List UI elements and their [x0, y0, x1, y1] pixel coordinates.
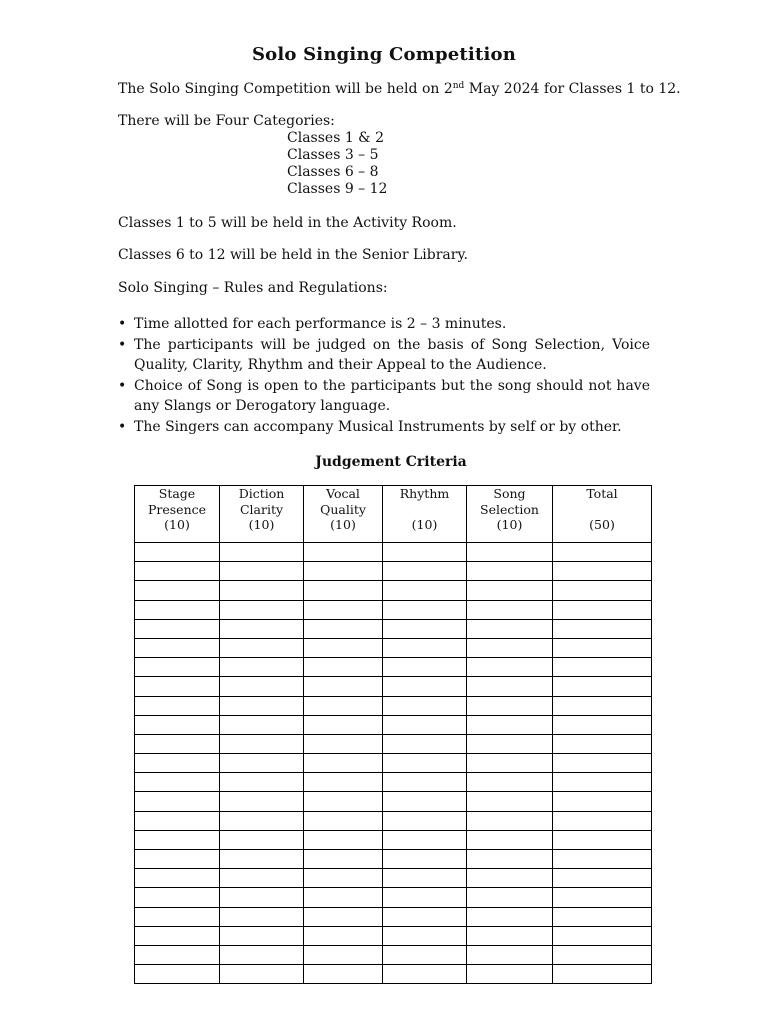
- table-row: [135, 869, 652, 888]
- judgement-criteria-table: [134, 485, 652, 984]
- venue-junior: Classes 1 to 5 will be held in the Activity Room.: [118, 215, 457, 231]
- score-cell: [220, 696, 304, 715]
- column-header-rhythm: [383, 486, 467, 543]
- score-cell: [220, 926, 304, 945]
- score-cell: [304, 543, 383, 562]
- header-marks: (10): [164, 517, 190, 532]
- score-cell: [467, 850, 553, 869]
- score-cell: [553, 658, 652, 677]
- score-cell: [220, 945, 304, 964]
- column-header-diction-clarity: [220, 486, 304, 543]
- rule-item: [118, 314, 650, 334]
- score-cell: [553, 696, 652, 715]
- category-item: Classes 3 – 5: [287, 147, 379, 163]
- table-row: [135, 696, 652, 715]
- score-cell: [467, 581, 553, 600]
- score-cell: [383, 734, 467, 753]
- score-cell: [135, 965, 220, 984]
- score-cell: [135, 734, 220, 753]
- table-row: [135, 600, 652, 619]
- header-marks: (10): [411, 517, 438, 532]
- score-cell: [553, 638, 652, 657]
- score-cell: [383, 965, 467, 984]
- score-cell: [467, 907, 553, 926]
- header-line: Rhythm: [399, 486, 450, 501]
- rule-text: Choice of Song is open to the participants but the song should not have any Slangs or Derogatory language.: [134, 378, 650, 414]
- page-title: Solo Singing Competition: [251, 44, 517, 65]
- rule-text: The Singers can accompany Musical Instruments by self or by other.: [134, 419, 622, 435]
- score-cell: [383, 850, 467, 869]
- score-cell: [383, 715, 467, 734]
- score-cell: [220, 792, 304, 811]
- table-body: [135, 543, 652, 984]
- score-cell: [467, 658, 553, 677]
- score-cell: [135, 811, 220, 830]
- table-row: [135, 638, 652, 657]
- score-cell: [553, 773, 652, 792]
- date-ordinal-suffix: nd: [452, 81, 465, 91]
- rule-item: [118, 376, 650, 416]
- score-cell: [220, 734, 304, 753]
- score-cell: [467, 600, 553, 619]
- header-line: Song: [493, 486, 526, 501]
- table-row: [135, 792, 652, 811]
- score-cell: [304, 696, 383, 715]
- score-cell: [220, 869, 304, 888]
- table-row: [135, 830, 652, 849]
- table-row: [135, 773, 652, 792]
- score-cell: [304, 562, 383, 581]
- rule-item: [118, 417, 650, 437]
- score-cell: [467, 945, 553, 964]
- score-cell: [135, 658, 220, 677]
- category-item: Classes 9 – 12: [287, 181, 388, 197]
- score-cell: [135, 869, 220, 888]
- score-cell: [467, 715, 553, 734]
- header-marks: (10): [330, 517, 356, 532]
- score-cell: [135, 888, 220, 907]
- header-marks: (10): [248, 517, 275, 532]
- category-list: [287, 130, 387, 198]
- score-cell: [304, 965, 383, 984]
- score-cell: [135, 830, 220, 849]
- score-cell: [383, 811, 467, 830]
- score-cell: [467, 619, 553, 638]
- table-row: [135, 850, 652, 869]
- score-cell: [383, 581, 467, 600]
- score-cell: [467, 830, 553, 849]
- score-cell: [304, 926, 383, 945]
- score-cell: [553, 600, 652, 619]
- score-cell: [135, 945, 220, 964]
- column-header-stage-presence: [135, 486, 220, 543]
- rule-text: The participants will be judged on the basis of Song Selection, Voice Quality, Clarity, Rhythm and their Appeal to the Audience.: [134, 337, 650, 373]
- score-cell: [553, 562, 652, 581]
- score-cell: [553, 543, 652, 562]
- score-cell: [553, 715, 652, 734]
- score-cell: [220, 773, 304, 792]
- score-cell: [135, 850, 220, 869]
- score-cell: [553, 965, 652, 984]
- table-row: [135, 562, 652, 581]
- score-cell: [467, 811, 553, 830]
- rule-text: Time allotted for each performance is 2 – 3 minutes.: [134, 316, 507, 332]
- score-cell: [304, 945, 383, 964]
- score-cell: [383, 754, 467, 773]
- score-cell: [383, 696, 467, 715]
- score-cell: [383, 888, 467, 907]
- header-marks: (10): [496, 517, 523, 532]
- score-cell: [135, 600, 220, 619]
- score-cell: [220, 888, 304, 907]
- score-cell: [220, 581, 304, 600]
- score-cell: [220, 830, 304, 849]
- score-cell: [135, 619, 220, 638]
- table-row: [135, 907, 652, 926]
- score-cell: [553, 830, 652, 849]
- table-row: [135, 677, 652, 696]
- score-cell: [135, 581, 220, 600]
- score-cell: [135, 543, 220, 562]
- score-cell: [383, 792, 467, 811]
- score-cell: [553, 926, 652, 945]
- score-cell: [383, 773, 467, 792]
- score-cell: [220, 562, 304, 581]
- column-header-vocal-quality: [304, 486, 383, 543]
- score-cell: [553, 869, 652, 888]
- bullet-icon: •: [118, 419, 127, 435]
- score-cell: [304, 581, 383, 600]
- column-header-song-selection: [467, 486, 553, 543]
- score-cell: [304, 600, 383, 619]
- score-cell: [220, 811, 304, 830]
- score-cell: [304, 773, 383, 792]
- table-header-row: [135, 486, 652, 543]
- score-cell: [220, 658, 304, 677]
- header-line: [553, 502, 651, 518]
- score-cell: [383, 600, 467, 619]
- score-cell: [553, 850, 652, 869]
- score-cell: [467, 638, 553, 657]
- score-cell: [467, 926, 553, 945]
- category-item: Classes 1 & 2: [287, 130, 385, 146]
- score-cell: [220, 677, 304, 696]
- header-line: Total: [586, 486, 618, 501]
- score-cell: [135, 926, 220, 945]
- score-cell: [553, 907, 652, 926]
- score-cell: [135, 715, 220, 734]
- score-cell: [383, 907, 467, 926]
- score-cell: [304, 734, 383, 753]
- table-row: [135, 888, 652, 907]
- rules-list: [118, 314, 650, 438]
- score-cell: [304, 888, 383, 907]
- score-cell: [220, 600, 304, 619]
- score-cell: [383, 619, 467, 638]
- rule-item: [118, 335, 650, 375]
- score-cell: [553, 792, 652, 811]
- score-cell: [467, 562, 553, 581]
- intro-paragraph: [118, 81, 681, 98]
- score-cell: [383, 945, 467, 964]
- score-cell: [383, 677, 467, 696]
- bullet-icon: •: [118, 316, 127, 332]
- header-line: Diction: [238, 486, 285, 501]
- header-marks: (50): [589, 517, 615, 532]
- table-row: [135, 754, 652, 773]
- header-line: Presence: [147, 501, 207, 517]
- table-row: [135, 945, 652, 964]
- score-cell: [467, 869, 553, 888]
- table-row: [135, 543, 652, 562]
- score-cell: [383, 830, 467, 849]
- header-line: Vocal: [326, 486, 360, 501]
- score-cell: [383, 543, 467, 562]
- table-row: [135, 965, 652, 984]
- score-cell: [553, 581, 652, 600]
- score-cell: [467, 677, 553, 696]
- score-cell: [220, 754, 304, 773]
- score-cell: [220, 965, 304, 984]
- bullet-icon: •: [118, 378, 127, 394]
- score-cell: [304, 830, 383, 849]
- table-row: [135, 734, 652, 753]
- table-row: [135, 658, 652, 677]
- score-cell: [220, 850, 304, 869]
- score-cell: [467, 965, 553, 984]
- score-cell: [553, 888, 652, 907]
- score-cell: [553, 619, 652, 638]
- header-line: Selection: [480, 501, 539, 517]
- score-cell: [304, 907, 383, 926]
- score-cell: [383, 638, 467, 657]
- score-cell: [135, 754, 220, 773]
- score-cell: [383, 869, 467, 888]
- bullet-icon: •: [118, 337, 127, 353]
- score-cell: [220, 638, 304, 657]
- criteria-heading: Judgement Criteria: [315, 454, 467, 470]
- score-cell: [304, 811, 383, 830]
- score-cell: [304, 869, 383, 888]
- score-cell: [467, 734, 553, 753]
- score-cell: [304, 619, 383, 638]
- category-item: Classes 6 – 8: [287, 164, 379, 180]
- score-cell: [304, 850, 383, 869]
- score-cell: [304, 754, 383, 773]
- header-line: Stage: [158, 486, 196, 501]
- column-header-total: [553, 486, 652, 543]
- score-cell: [467, 754, 553, 773]
- table-row: [135, 619, 652, 638]
- score-cell: [383, 562, 467, 581]
- score-cell: [304, 715, 383, 734]
- score-cell: [383, 926, 467, 945]
- table-row: [135, 581, 652, 600]
- intro-text-after: May 2024 for Classes 1 to 12.: [464, 81, 681, 97]
- header-line: [383, 502, 466, 518]
- score-cell: [304, 677, 383, 696]
- score-cell: [467, 696, 553, 715]
- score-cell: [135, 792, 220, 811]
- categories-intro: There will be Four Categories:: [118, 113, 335, 129]
- score-cell: [135, 677, 220, 696]
- score-cell: [304, 792, 383, 811]
- score-cell: [135, 696, 220, 715]
- score-cell: [135, 638, 220, 657]
- header-line: Quality: [320, 501, 366, 517]
- score-cell: [553, 734, 652, 753]
- score-cell: [135, 562, 220, 581]
- score-cell: [467, 792, 553, 811]
- table-row: [135, 926, 652, 945]
- rules-heading: Solo Singing – Rules and Regulations:: [118, 280, 388, 296]
- score-cell: [304, 638, 383, 657]
- score-cell: [553, 677, 652, 696]
- score-cell: [383, 658, 467, 677]
- table-row: [135, 715, 652, 734]
- venue-senior: Classes 6 to 12 will be held in the Senior Library.: [118, 247, 468, 263]
- score-cell: [220, 543, 304, 562]
- score-cell: [467, 543, 553, 562]
- score-cell: [135, 773, 220, 792]
- score-cell: [467, 888, 553, 907]
- header-line: Clarity: [239, 501, 284, 517]
- intro-text-before: The Solo Singing Competition will be held on 2: [118, 81, 453, 97]
- score-cell: [304, 658, 383, 677]
- score-cell: [553, 811, 652, 830]
- score-cell: [135, 907, 220, 926]
- score-cell: [220, 619, 304, 638]
- score-cell: [553, 754, 652, 773]
- score-cell: [220, 715, 304, 734]
- score-cell: [467, 773, 553, 792]
- score-cell: [220, 907, 304, 926]
- table-row: [135, 811, 652, 830]
- score-cell: [553, 945, 652, 964]
